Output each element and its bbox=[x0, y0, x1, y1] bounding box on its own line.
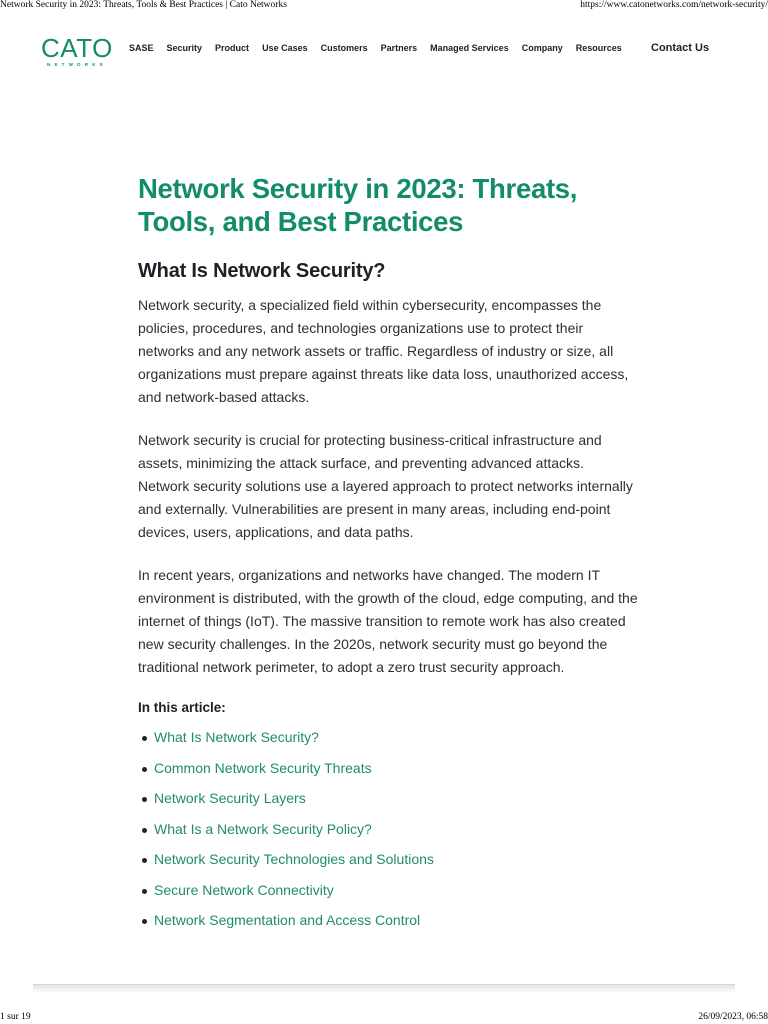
logo-wordmark: CATO bbox=[41, 33, 113, 63]
toc-item bbox=[138, 729, 638, 760]
toc-link-what-is-network-security[interactable]: What Is Network Security? bbox=[154, 729, 319, 745]
intro-paragraph-2: Network security is crucial for protecting business-critical infrastructure and assets, minimizing the attack surface, and preventing advanced attacks. Network security solutions use a layered approach to protect networks internally and externally. Vulnerabilities are present in many areas, including end-point devices, users, applications, and data paths. bbox=[138, 432, 633, 540]
toc-link-segmentation-access-control[interactable]: Network Segmentation and Access Control bbox=[154, 912, 421, 928]
toc-link-security-policy[interactable]: What Is a Network Security Policy? bbox=[154, 820, 372, 837]
nav-item-security[interactable]: Security bbox=[166, 43, 203, 53]
site-navbar bbox=[0, 30, 768, 70]
toc-item bbox=[138, 851, 638, 882]
contact-us-button[interactable]: Contact Us bbox=[651, 42, 710, 54]
nav-item-partners[interactable]: Partners bbox=[380, 43, 418, 53]
print-page-url: https://www.catonetworks.com/network-security/ bbox=[580, 0, 768, 10]
print-header bbox=[0, 0, 768, 12]
article-content bbox=[138, 172, 638, 943]
print-page-number: 1 sur 19 bbox=[0, 1012, 31, 1022]
article-title: Network Security in 2023: Threats, Tools, and Best Practices bbox=[138, 173, 578, 237]
nav-item-use-cases[interactable]: Use Cases bbox=[262, 43, 308, 53]
intro-paragraph-1: Network security, a specialized field within cybersecurity, encompasses the policies, procedures, and technologies organizations use to protect their networks and any network assets or traffic. Regardless of industry or size, all organizations must prepare against threats like data loss, unauthorized access, and network-based attacks. bbox=[138, 297, 629, 405]
nav-item-managed-services[interactable]: Managed Services bbox=[430, 43, 509, 53]
nav-item-company[interactable]: Company bbox=[521, 43, 563, 53]
section-heading: What Is Network Security? bbox=[138, 260, 386, 282]
toc-item bbox=[138, 821, 638, 852]
toc-link-secure-connectivity[interactable]: Secure Network Connectivity bbox=[154, 881, 334, 898]
page-bottom-divider bbox=[33, 984, 735, 992]
print-page-title: Network Security in 2023: Threats, Tools & Best Practices | Cato Networks bbox=[0, 0, 287, 10]
nav-item-customers[interactable]: Customers bbox=[320, 43, 368, 53]
toc-item bbox=[138, 790, 638, 821]
toc-title: In this article: bbox=[138, 700, 226, 715]
main-nav-menu bbox=[129, 43, 635, 53]
print-datetime: 26/09/2023, 06:58 bbox=[698, 1012, 768, 1022]
print-footer bbox=[0, 1012, 768, 1024]
toc-link-technologies-solutions[interactable]: Network Security Technologies and Solutions bbox=[154, 851, 434, 867]
cato-logo[interactable] bbox=[41, 33, 116, 68]
toc-link-security-layers[interactable]: Network Security Layers bbox=[154, 790, 306, 806]
nav-item-product[interactable]: Product bbox=[215, 43, 250, 53]
toc-link-common-threats[interactable]: Common Network Security Threats bbox=[154, 759, 372, 776]
table-of-contents bbox=[138, 729, 638, 943]
toc-item bbox=[138, 882, 638, 913]
nav-item-resources[interactable]: Resources bbox=[575, 43, 622, 53]
nav-item-sase[interactable]: SASE bbox=[129, 43, 154, 53]
toc-item bbox=[138, 760, 638, 791]
toc-item bbox=[138, 912, 638, 943]
logo-subtitle: NETWORKS bbox=[47, 62, 107, 67]
intro-paragraph-3: In recent years, organizations and networks have changed. The modern IT environment is distributed, with the growth of the cloud, edge computing, and the internet of things (IoT). The massive transition to remote work has also created new security challenges. In the 2020s, network security must go beyond the traditional network perimeter, to adopt a zero trust security approach. bbox=[138, 567, 638, 675]
